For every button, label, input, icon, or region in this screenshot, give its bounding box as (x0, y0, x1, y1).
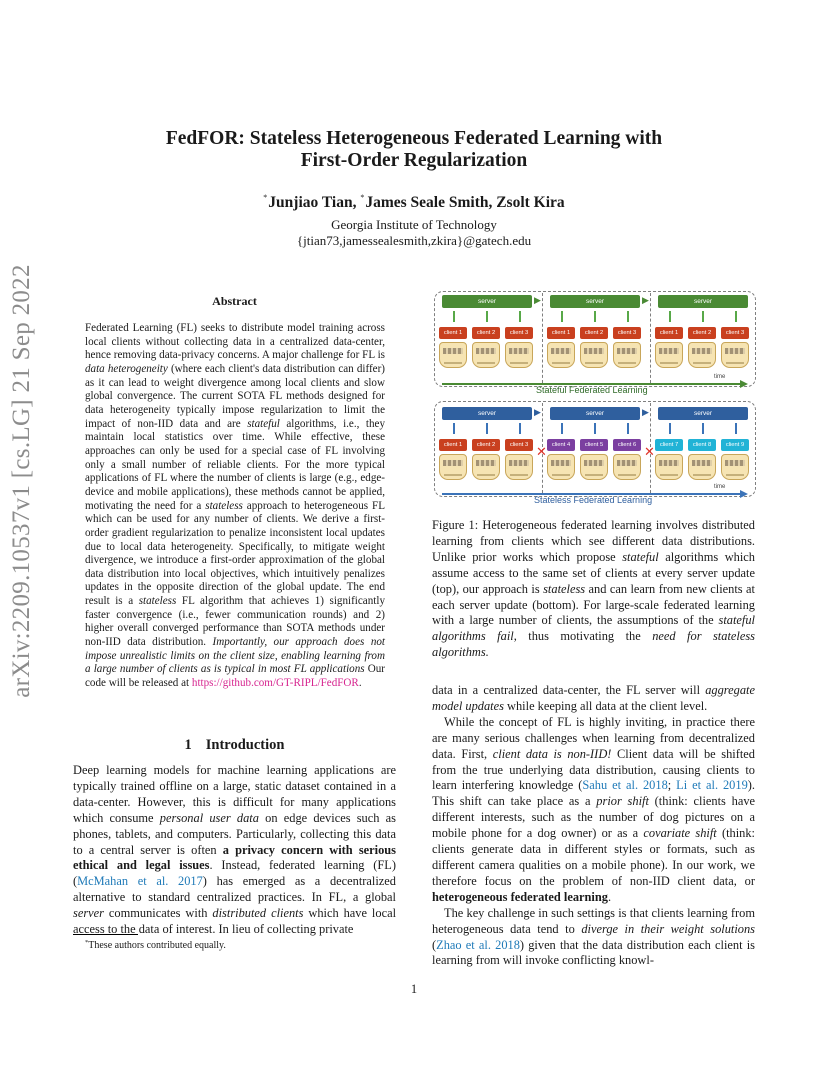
abstract-text: algorithms, i.e., they maintain local statistics over time. While effective, these approaches can only be used for a special case of FL involving only a small number of reliable clients. For the more typical applications of FL where the number of clients is large (e.g., edge-device and mobile applications), these methods cannot be applied, motivating the need for a (85, 417, 385, 512)
citation-link[interactable]: Li et al. 2019 (676, 778, 748, 793)
section-title: Introduction (205, 737, 285, 753)
client-box: client 1 (439, 327, 467, 339)
intro-em: server (73, 906, 104, 921)
abstract-em: data heterogeneity (85, 362, 168, 375)
body-text: ( (432, 937, 437, 952)
round-divider (542, 293, 543, 383)
client-box: client 4 (547, 439, 575, 451)
body-text: ; (667, 778, 677, 793)
link-bar (669, 311, 671, 322)
abstract-em: Importantly, our approach does not impose unrealistic limits on the client size, enabling learning from a large number of clients as is typical in most FL applications (85, 636, 385, 676)
caption-text: , thus motivating the (513, 629, 653, 644)
equal-contrib-mark-2: * (360, 193, 365, 202)
body-em: prior shift (596, 794, 649, 809)
link-bar (627, 423, 629, 434)
link-bar (594, 311, 596, 322)
round-divider (650, 293, 651, 383)
stateful-label: Stateful Federated Learning (536, 385, 648, 395)
local-data-jar-icon (547, 454, 575, 480)
equal-contrib-mark-1: * (263, 193, 268, 202)
link-bar (702, 423, 704, 434)
local-data-jar-icon (580, 454, 608, 480)
cross-icon: ✕ (644, 445, 655, 460)
link-bar (735, 423, 737, 434)
intro-text: communicates with (103, 906, 213, 921)
local-data-jar-icon (580, 342, 608, 368)
body-em: diverge in their weight solutions (581, 921, 756, 936)
abstract-text: approach to heterogeneous FL which can be used for any number of clients. We derive a first-order gradient regularization to penalize inconsistent local updates due to local data heterogeneity. Specifically, to mitigate weight divergence, we introduce a first-order approximation of the global data distribution into local objectives, which intuitively penalizes updates in the opposite direction of the global update. The end result is a (85, 499, 385, 608)
intro-bold: a privacy concern with serious ethical and legal issues (73, 842, 397, 873)
client-box: client 1 (655, 327, 683, 339)
body-text: data in a centralized data-center, the FL server will (432, 683, 706, 697)
local-data-jar-icon (472, 342, 500, 368)
time-label: time (714, 374, 726, 380)
local-data-jar-icon (439, 342, 467, 368)
body-text: ). This shift can take place as a (432, 778, 755, 809)
time-label: time (714, 484, 726, 490)
intro-text: . Instead, federated learning (FL) ( (73, 858, 396, 889)
client-box: client 1 (547, 327, 575, 339)
local-data-jar-icon (547, 342, 575, 368)
citation-link[interactable]: Zhao et al. 2018 (436, 937, 520, 952)
client-box: client 2 (580, 327, 608, 339)
body-text: Client data will be shifted from the true underlying data distribution, causing clients to learn interfering knowledge ( (432, 746, 755, 793)
link-bar (702, 311, 704, 322)
local-data-jar-icon (655, 342, 683, 368)
client-box: client 3 (721, 327, 749, 339)
body-em: covariate shift (643, 826, 717, 841)
abstract-text: Federated Learning (FL) seeks to distribute model training across local clients without collecting data in a centralized data-center, hence removing data-privacy concerns. A major challenge for FL is (85, 322, 385, 362)
emails: {jtian73,jamessealesmith,zkira}@gatech.edu (296, 233, 532, 248)
client-box: client 3 (505, 439, 533, 451)
citation-link[interactable]: Sahu et al. 2018 (582, 778, 668, 793)
caption-em: stateless (543, 581, 586, 596)
client-box: client 2 (472, 439, 500, 451)
figure-1 (432, 289, 756, 511)
arrow-right-icon: ▶ (534, 408, 541, 418)
body-em: client data is non-IID! (492, 746, 612, 761)
footnote-text: These authors contributed equally. (88, 940, 226, 951)
link-bar (627, 311, 629, 322)
footnote-rule (73, 934, 138, 935)
caption-text: and can learn from new clients at each server update (bottom). For large-scale federated learning with a large number of clients, the assumptions of the (432, 581, 756, 628)
body-em: aggregate model updates (432, 683, 755, 713)
link-bar (594, 423, 596, 434)
footnote (85, 939, 395, 951)
section-number: 1 (184, 737, 192, 753)
link-bar (453, 311, 455, 322)
abstract-em: stateful (247, 417, 280, 430)
local-data-jar-icon (721, 342, 749, 368)
body-text: The key challenge in such settings is that clients learning from heterogeneous data tend to (432, 905, 755, 936)
server-box: server (442, 407, 532, 420)
title-line-1: FedFOR: Stateless Heterogeneous Federated Learning with (165, 128, 663, 149)
local-data-jar-icon (613, 342, 641, 368)
abstract-em: stateless (138, 595, 177, 608)
arxiv-id: arXiv:2209.10537v1 [cs.LG] 21 Sep 2022 (8, 264, 35, 698)
server-box: server (658, 407, 748, 420)
client-box: client 6 (613, 439, 641, 451)
local-data-jar-icon (472, 454, 500, 480)
title-line-2: First-Order Regularization (300, 150, 528, 171)
client-box: client 3 (613, 327, 641, 339)
paper-title (120, 128, 708, 172)
time-arrow-head-icon (740, 380, 748, 388)
client-box: client 3 (505, 327, 533, 339)
link-bar (486, 423, 488, 434)
server-box: server (658, 295, 748, 308)
code-link[interactable]: https://github.com/GT-RIPL/FedFOR (191, 677, 359, 690)
author-1: Junjiao Tian, (268, 194, 357, 211)
caption-em: stateful (622, 549, 659, 564)
link-bar (486, 311, 488, 322)
abstract-text: FL algorithm that achieves 1) significantly faster convergence (i.e., fewer communication rounds) and 2) higher overall converged performance than SOTA methods under non-IID data distribution. (85, 595, 385, 649)
caption-text: algorithms which assume access to the same set of clients at every server update (top), our approach is (432, 549, 756, 596)
local-data-jar-icon (439, 454, 467, 480)
caption-em: stateful algorithms fail (432, 613, 755, 644)
abstract-em: stateless (205, 499, 243, 512)
local-data-jar-icon (688, 342, 716, 368)
intro-em: personal user data (159, 810, 259, 825)
client-box: client 5 (580, 439, 608, 451)
body-text: ) given that the data distribution each client is learning from will invoke conflicting knowl- (432, 937, 755, 968)
client-box: client 2 (472, 327, 500, 339)
affiliation: Georgia Institute of Technology (331, 217, 497, 232)
abstract-text: (where each client's data distribution can differ) as it can lead to weight divergence among local clients and slow global convergence. The current SOTA FL methods designed for data heterogeneity typically impose regularization to limit the impact of non-IID data and are (85, 362, 385, 430)
local-data-jar-icon (505, 454, 533, 480)
intro-text: Deep learning models for machine learning applications are typically trained offline on a large, static dataset contained in a data-center. However, this is difficult for many applications which consume (73, 763, 396, 825)
local-data-jar-icon (655, 454, 683, 480)
client-box: client 2 (688, 327, 716, 339)
server-box: server (442, 295, 532, 308)
section-heading-introduction (73, 737, 396, 754)
author-2: James Seale Smith, Zsolt Kira (365, 194, 565, 211)
intro-text: ) has emerged as a decentralized alternative to standard centralized practices. In FL, a global (73, 874, 396, 905)
client-box: client 1 (439, 439, 467, 451)
body-bold: heterogeneous federated learning (432, 889, 608, 904)
page-number: 1 (410, 982, 418, 996)
server-box: server (550, 407, 640, 420)
intro-paragraph-1 (73, 763, 396, 938)
link-bar (519, 311, 521, 322)
body-text: (think: clients generate data in different styles or formats, such as different camera qualities on a mobile phone). In our work, we therefore focus on the problem of non-IID client data, or (432, 826, 756, 888)
link-bar (561, 423, 563, 434)
link-bar (561, 311, 563, 322)
client-box: client 8 (688, 439, 716, 451)
caption-em: need for stateless algorithms. (432, 629, 755, 660)
authors (120, 193, 708, 212)
abstract-text: . (358, 677, 362, 690)
right-column-text (432, 683, 755, 969)
stateless-label: Stateless Federated Learning (534, 495, 653, 505)
abstract-heading: Abstract (212, 294, 257, 308)
link-bar (669, 423, 671, 434)
intro-text: on edge devices such as phones, tablets, and computers. Particularly, collecting this data to a central server is often (73, 810, 396, 857)
figure-1-caption (432, 518, 755, 661)
affiliation-block (120, 217, 708, 249)
arrow-right-icon: ▶ (534, 296, 541, 306)
arrow-right-icon: ▶ (642, 296, 649, 306)
local-data-jar-icon (721, 454, 749, 480)
abstract-text: Our code will be released at (85, 663, 385, 690)
client-box: client 9 (721, 439, 749, 451)
body-text: While the concept of FL is highly inviting, in practice there are many serious challenges when learning from decentralized data. First, (432, 714, 755, 761)
link-bar (453, 423, 455, 434)
local-data-jar-icon (688, 454, 716, 480)
intro-em: distributed clients (212, 906, 304, 921)
server-box: server (550, 295, 640, 308)
abstract-body (85, 322, 385, 691)
body-text: while keeping all data at the client level. (503, 698, 708, 713)
arxiv-side-stamp (6, 264, 38, 698)
intro-text: which have local access to the data of interest. In lieu of collecting private (73, 906, 397, 937)
link-bar (519, 423, 521, 434)
arrow-right-icon: ▶ (642, 408, 649, 418)
link-bar (735, 311, 737, 322)
cross-icon: ✕ (536, 445, 547, 460)
caption-text: Figure 1: Heterogeneous federated learning involves distributed learning from clients which see different data distributions. Unlike prior works which propose (432, 518, 755, 564)
body-text: . (607, 889, 612, 904)
local-data-jar-icon (505, 342, 533, 368)
client-box: client 7 (655, 439, 683, 451)
footnote-mark: * (85, 939, 89, 946)
body-text: (think: clients have different interests, such as the number of dog pictures on a mobile phone for a dog owner) or as a (432, 794, 756, 841)
time-arrow-head-icon (740, 490, 748, 498)
local-data-jar-icon (613, 454, 641, 480)
citation-link[interactable]: McMahan et al. 2017 (77, 874, 203, 889)
